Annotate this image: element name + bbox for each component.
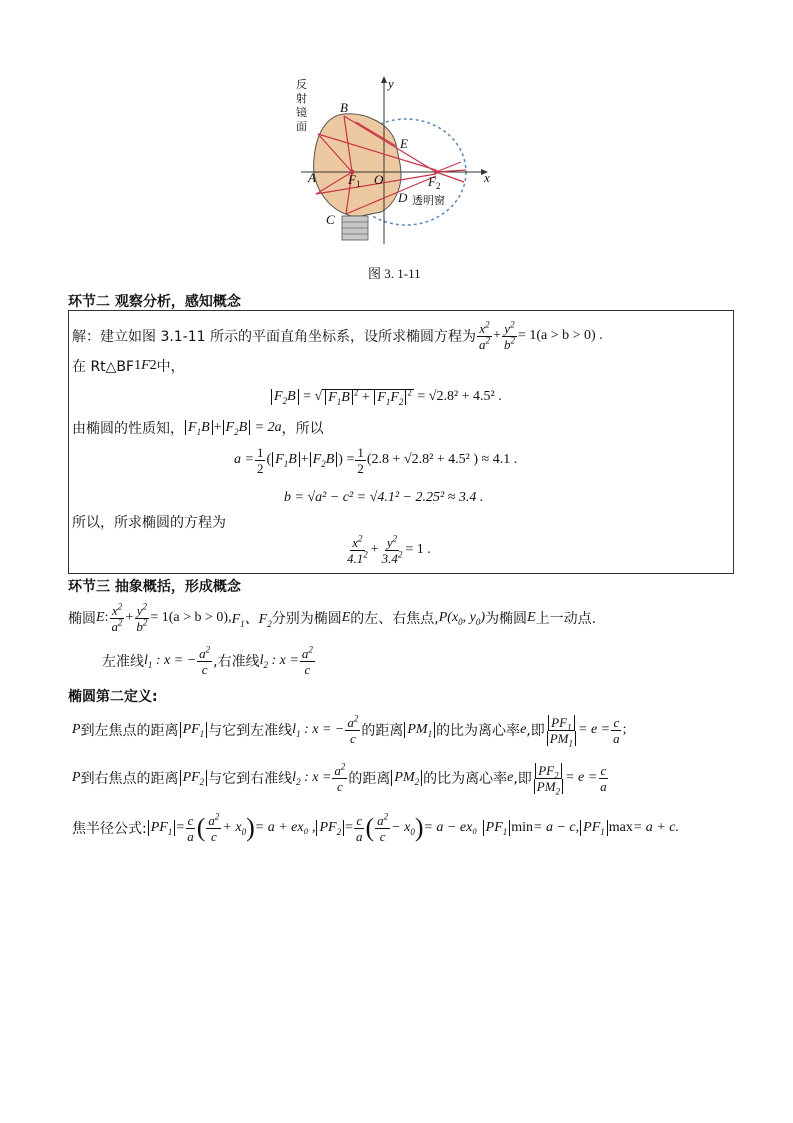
label-y: y [388,76,394,91]
directrix-line: 左准线 $l_1$ : x = − $\frac{a^2}{c}$ ,右准线 $l_2$ : x = $\frac{a^2}{c}$ [102,644,313,677]
solution-line1: 解：建立如图 3.1-11 所示的平面直角坐标系，设所求椭圆方程为 $\frac{x^2}{a^2}$ + $\frac{y^2}{b^2}$ = 1(a > b > 0) . [72,319,603,352]
solution-line3: 由椭圆的性质知， $F_1B + F_2B$ = 2a ，所以 [72,420,324,437]
label-e: E [400,136,408,151]
section2-title: 环节二 观察分析，感知概念 [68,294,241,310]
solution-eq3: b = √a² − c² = √4.1² − 2.25² ≈ 3.4 . [284,490,484,505]
solution-eq4: $\frac{x^2}{4.1^2}$ + $\frac{y^2}{3.4^2}$ = 1 . [347,533,431,566]
svg-text:2: 2 [436,181,441,191]
ellipse-definition: 椭圆 E : $\frac{x^2}{a^2}$ + $\frac{y^2}{b^2}$ = 1(a > b > 0), $F_1$、$F_2$ 分别为椭圆 E 的左、右焦点, $P(x_0$, $y_0$) 为椭圆 E 上一动点. [68,601,597,634]
label-o: O [374,172,384,187]
figure [296,74,506,249]
solution-eq2: a = $\frac{1}{2}$ ( $F_1B + F_2B$ ) = $\frac{1}{2}$ (2.8 + √2.8² + 4.5² ) ≈ 4.1 . [234,444,518,476]
label-x: x [484,170,490,185]
second-definition-title: 椭圆第二定义: [68,689,158,705]
second-definition-right: P 到右焦点的距离 $PF_2$ 与它到右准线 $l_2$ : x = $\frac{a^2}{c}$ 的距离 $PM_2$ 的比为离心率 e ,即 $\frac{PF_2}{PM_2}$ = e = $\frac{c}{a}$ [72,761,607,797]
ellipse-reflector-diagram [296,74,506,249]
label-f1: F [348,172,356,187]
svg-text:1: 1 [356,179,361,189]
second-definition-left: P 到左焦点的距离 $PF_1$ 与它到左准线 $l_1$ : x = − $\frac{a^2}{c}$ 的距离 $PM_1$ 的比为离心率 e ,即 $\frac{PF_1}{PM_1}$ = e = $\frac{c}{a}$ ; [72,713,627,749]
label-f2: F [428,174,436,189]
label-mirror-3: 镜 [296,106,307,119]
label-mirror-2: 射 [296,92,307,105]
reflector-body [314,114,401,216]
figure-caption: 图 3. 1-11 [368,266,421,281]
label-c: C [326,212,335,227]
solution-line2: 在 Rt△BF 1 F 2 中， [72,358,185,375]
label-b: B [340,100,348,115]
section3-title: 环节三 抽象概括，形成概念 [68,579,241,595]
label-mirror-4: 面 [296,120,307,133]
solution-eq1: $F_2B$ = √ $F_1B$ $^2 + F_1F_2^2$ = √2.8² + 4.5² . [270,384,502,410]
focal-radius-formula: 焦半径公式: $PF_1$ = $\frac{c}{a}$ ( $\frac{a^2}{c}$ + $x_0$ ) = a + ex₀ , $PF_2$ = $\frac{c}{a}$ ( $\frac{a^2}{c}$ − $x_0$ ) = a − ex₀ $PF_1$ min = a − c, $PF_1$ max = a + c. [72,811,679,844]
solution-line4: 所以，所求椭圆的方程为 [72,515,226,531]
label-d: D [398,190,408,205]
label-window: 透明窗 [412,194,445,207]
label-a: A [308,170,316,185]
label-mirror-1: 反 [296,78,307,91]
